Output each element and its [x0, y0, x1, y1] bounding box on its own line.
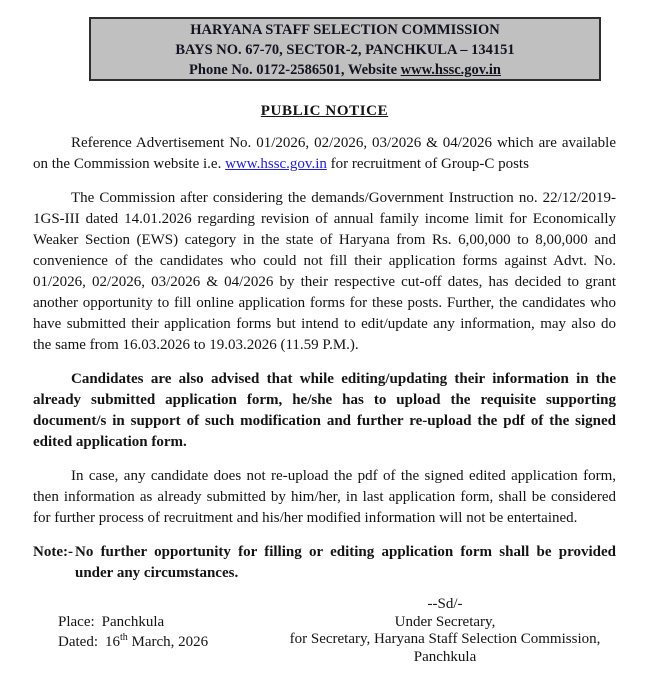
- notice-title: PUBLIC NOTICE: [260, 103, 389, 119]
- paragraph-warning: In case, any candidate does not re-upload the pdf of the signed edited application form, then information as already submitted by him/her, in last application form, shall be considered for further process of recruitment and his/her modified information will not be entertained.: [33, 468, 616, 526]
- place-row: [58, 612, 208, 632]
- note-label: Note:-: [33, 544, 73, 560]
- place-value: Panchkula: [101, 614, 165, 630]
- paragraph-reference-tail: for recruitment of Group-C posts: [326, 156, 529, 172]
- signature-sd: --Sd/-: [427, 596, 463, 612]
- letterhead-box: [89, 17, 601, 81]
- dated-row: [58, 632, 208, 652]
- signature-designation: Under Secretary,: [394, 613, 496, 630]
- org-address: BAYS NO. 67-70, SECTOR-2, PANCHKULA – 134151: [175, 42, 515, 58]
- org-name: HARYANA STAFF SELECTION COMMISSION: [190, 22, 500, 38]
- dated-value: [105, 634, 208, 650]
- notice-body: [33, 103, 616, 676]
- paragraph-reference: [33, 133, 616, 175]
- dated-day: 16: [104, 634, 120, 650]
- signature-block: [280, 596, 610, 666]
- dated-month-year: March, 2026: [127, 634, 209, 650]
- org-contact: [91, 60, 599, 80]
- note-text: No further opportunity for filling or editing application form shall be provided under any circumstances.: [75, 544, 616, 581]
- dated-ordinal: th: [119, 632, 128, 643]
- dated-label: Dated:: [58, 634, 98, 650]
- org-contact-text: Phone No. 0172-2586501, Website: [189, 62, 401, 78]
- note-section: [33, 542, 616, 584]
- paragraph-advisory: Candidates are also advised that while editing/updating their information in the already submitted application form, he/she has to upload the requisite supporting document/s in support of such modification and further re-upload the pdf of the signed edited application form.: [33, 371, 616, 450]
- letterhead-website-link[interactable]: www.hssc.gov.in: [400, 62, 501, 78]
- footer: [33, 596, 616, 676]
- website-hyperlink[interactable]: www.hssc.gov.in: [225, 156, 327, 172]
- paragraph-reference-text: Reference Advertisement No. 01/2026, 02/2026, 03/2026 & 04/2026 which are available on the Commission website i.e.: [33, 135, 616, 172]
- signature-place: Panchkula: [413, 648, 477, 665]
- place-date-block: [58, 612, 208, 652]
- place-label: Place:: [58, 614, 95, 630]
- paragraph-decision: The Commission after considering the demands/Government Instruction no. 22/12/2019-1GS-III dated 14.01.2026 regarding revision of annual family income limit for Economically Weaker Section (EWS) category in the state of Haryana from Rs. 6,00,000 to 8,00,000 and convenience of the candidates who could not fill their application forms against Advt. No. 01/2026, 02/2026, 03/2026 & 04/2026 by their respective cut-off dates, has decided to grant another opportunity to fill online application forms for these posts. Further, the candidates who have submitted their application forms but intend to edit/update any information, may also do the same from 16.03.2026 to 19.03.2026 (11.59 P.M.).: [33, 190, 616, 353]
- signature-authority: for Secretary, Haryana Staff Selection Commission,: [289, 631, 601, 647]
